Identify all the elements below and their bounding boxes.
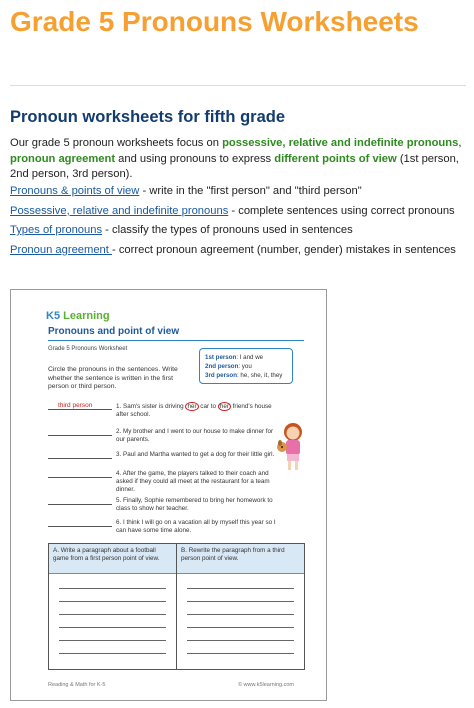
highlight-possessive: possessive, relative and indefinite pronouns <box>222 137 459 149</box>
sentence-item <box>48 428 278 448</box>
writing-line[interactable] <box>187 614 294 615</box>
writing-line[interactable] <box>187 640 294 641</box>
footer-left: Reading & Math for K-5 <box>48 682 106 688</box>
intro-text: Our grade 5 pronoun worksheets focus on <box>10 137 223 149</box>
answer-line <box>48 458 112 459</box>
page-title: Grade 5 Pronouns Worksheets <box>10 6 419 37</box>
sentence-item <box>48 519 278 539</box>
answer-line <box>48 504 112 505</box>
writing-line[interactable] <box>187 653 294 654</box>
point-of-view-key: 1st person: I and we 2nd person: you 3rd person: he, she, it, they <box>199 348 293 384</box>
intro-text: (1st person, 2nd person, 3rd person). <box>10 152 459 180</box>
intro-text: , <box>458 137 462 149</box>
answer-line <box>48 435 112 436</box>
k5-learning-logo: K5 Learning <box>46 310 110 322</box>
writing-line[interactable] <box>59 653 166 654</box>
link-description: - correct pronoun agreement (number, gender) mistakes in sentences <box>112 243 456 256</box>
circled-pronoun: her <box>187 403 197 410</box>
footer-right: © www.k5learning.com <box>237 682 294 688</box>
sentence-text: 6. I think I will go on a vacation all by myself this year so I can have some time alone. <box>116 519 276 534</box>
link-description: - complete sentences using correct pronouns <box>228 204 455 217</box>
link-pronoun-agreement[interactable]: Pronoun agreement <box>10 243 112 256</box>
intro-text: and using pronouns to express <box>115 152 275 165</box>
worksheet-divider <box>48 340 304 341</box>
writing-line[interactable] <box>59 627 166 628</box>
writing-line[interactable] <box>187 601 294 602</box>
circled-pronoun: her <box>219 403 229 410</box>
worksheet-preview <box>32 298 308 693</box>
list-item <box>10 204 470 224</box>
writing-line[interactable] <box>187 627 294 628</box>
intro-paragraph <box>10 136 468 183</box>
link-description: - write in the "first person" and "third person" <box>139 185 362 197</box>
task-b-column <box>177 544 304 669</box>
writing-line[interactable] <box>59 601 166 602</box>
writing-line[interactable] <box>59 588 166 589</box>
link-description: - classify the types of pronouns used in sentences <box>102 224 353 236</box>
worksheet-footer <box>48 682 304 688</box>
section-heading: Pronoun worksheets for fifth grade <box>10 108 286 126</box>
answer-line <box>48 526 112 527</box>
answer-line <box>48 409 112 410</box>
writing-task-table <box>48 543 305 670</box>
list-item <box>10 223 470 243</box>
answer-line <box>48 477 112 478</box>
worksheet-link-list <box>10 184 470 262</box>
girl-with-dog-illustration <box>277 421 309 473</box>
writing-line[interactable] <box>59 640 166 641</box>
writing-line[interactable] <box>187 588 294 589</box>
sentence-text: 4. After the game, the players talked to their coach and asked if they could all meet at the restaurant for a team dinner. <box>116 470 270 493</box>
task-a-prompt: A. Write a paragraph about a football game from a first person point of view. <box>49 544 176 574</box>
writing-line[interactable] <box>59 614 166 615</box>
worksheet-title: Pronouns and point of view <box>48 326 180 337</box>
sentence-item <box>48 451 278 471</box>
link-possessive-relative-indefinite[interactable]: Possessive, relative and indefinite pronouns <box>10 204 229 217</box>
sentence-text: 5. Finally, Sophie remembered to bring her homework to class to show her teacher. <box>116 497 273 512</box>
sentence-item <box>48 470 278 493</box>
highlight-agreement: pronoun agreement <box>10 152 116 165</box>
sentence-text: 2. My brother and I went to our house to make dinner for our parents. <box>116 428 274 443</box>
link-types-of-pronouns[interactable]: Types of pronouns <box>10 224 103 236</box>
task-a-column <box>49 544 177 669</box>
task-b-prompt: B. Rewrite the paragraph from a third person point of view. <box>177 544 304 574</box>
highlight-points-of-view: different points of view <box>274 152 397 165</box>
example-answer: third person <box>58 402 93 409</box>
sentence-text: 1. Sam's sister is driving her car to her friend's house after school. <box>116 403 272 418</box>
sentence-text: 3. Paul and Martha wanted to get a dog for their little girl. <box>116 451 275 458</box>
worksheet-subtitle: Grade 5 Pronouns Worksheet <box>48 346 128 352</box>
sentence-item <box>48 497 278 517</box>
list-item <box>10 184 470 204</box>
link-pronouns-points-of-view[interactable]: Pronouns & points of view <box>10 185 140 197</box>
divider <box>10 85 466 86</box>
worksheet-instructions: Circle the pronouns in the sentences. Write whether the sentence is written in the first person or third person. <box>48 366 178 390</box>
list-item <box>10 243 470 263</box>
sentence-item <box>48 402 278 422</box>
